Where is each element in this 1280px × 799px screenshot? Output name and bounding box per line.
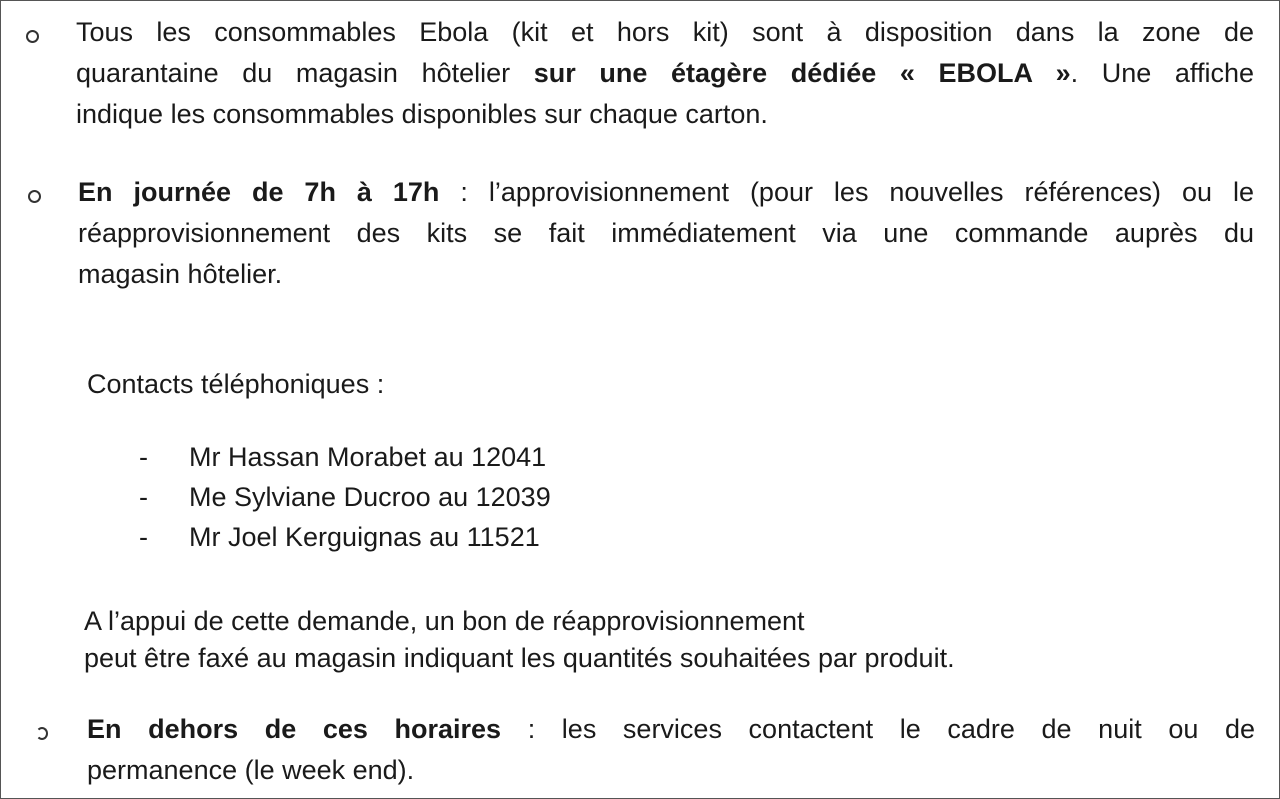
list-dash: - — [139, 522, 148, 552]
contacts-heading: Contacts téléphoniques : — [87, 369, 385, 399]
bullet-circle-icon — [26, 30, 39, 43]
bullet-circle-icon — [36, 727, 48, 740]
bullet-circle-icon — [28, 190, 41, 203]
bold-text: En dehors de ces horaires — [87, 714, 502, 744]
paragraph-line: En dehors de ces horaires : les services contactent le cadre de nuit ou de — [87, 714, 1255, 744]
paragraph-line: magasin hôtelier. — [78, 259, 283, 289]
note-line: A l’appui de cette demande, un bon de réapprovisionnement — [84, 606, 805, 636]
list-dash: - — [139, 442, 148, 472]
bold-text: En journée de 7h à 17h — [78, 177, 440, 207]
contact-item: Me Sylviane Ducroo au 12039 — [189, 482, 551, 512]
paragraph-line: En journée de 7h à 17h : l’approvisionnement (pour les nouvelles références) ou le — [78, 177, 1254, 207]
paragraph-daytime-supply — [78, 172, 1254, 295]
bold-text: sur une étagère dédiée « EBOLA » — [533, 58, 1071, 88]
paragraph-line: indique les consommables disponibles sur chaque carton. — [76, 99, 768, 129]
list-dash: - — [139, 482, 148, 512]
contact-item: Mr Hassan Morabet au 12041 — [189, 442, 547, 472]
paragraph-line: quarantaine du magasin hôtelier sur une étagère dédiée « EBOLA ». Une affiche — [76, 58, 1254, 88]
paragraph-line: Tous les consommables Ebola (kit et hors kit) sont à disposition dans la zone de — [76, 17, 1254, 47]
paragraph-line: réapprovisionnement des kits se fait immédiatement via une commande auprès du — [78, 218, 1254, 248]
paragraph-after-hours — [87, 709, 1255, 791]
paragraph-ebola-consumables — [76, 12, 1254, 135]
note-line: peut être faxé au magasin indiquant les quantités souhaitées par produit. — [84, 643, 955, 673]
paragraph-line: permanence (le week end). — [87, 755, 415, 785]
contact-item: Mr Joel Kerguignas au 11521 — [189, 522, 540, 552]
